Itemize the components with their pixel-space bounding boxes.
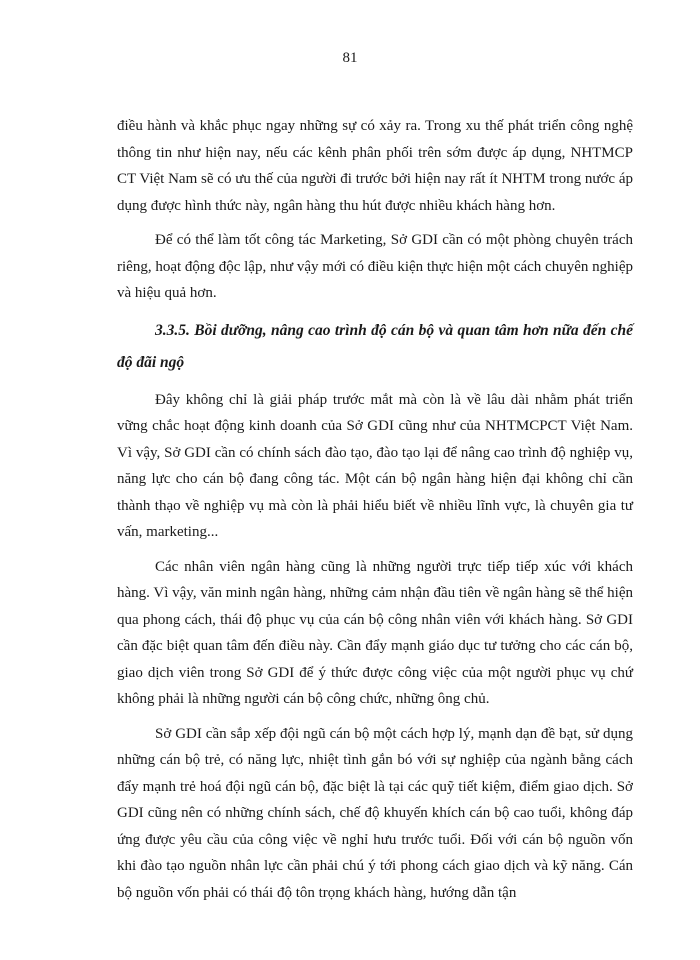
section-heading: 3.3.5. Bồi dưỡng, nâng cao trình độ cán bộ và quan tâm hơn nữa đến chế độ đãi ngộ <box>117 321 633 371</box>
body-text <box>117 113 633 914</box>
paragraph-marketing: Để có thể làm tốt công tác Marketing, Sở GDI cần có một phòng chuyên trách riêng, hoạt động độc lập, như vậy mới có điều kiện thực hiện một cách chuyên nghiệp và hiệu quả hơn. <box>117 232 633 301</box>
paragraph-staff-attitude: Các nhân viên ngân hàng cũng là những người trực tiếp tiếp xúc với khách hàng. Vì vậy, văn minh ngân hàng, những cảm nhận đầu tiên về ngân hàng sẽ thể hiện qua phong cách, thái độ phục vụ của cán bộ công nhân viên với khách hàng. Sở GDI cần đặc biệt quan tâm đến điều này. Cần đẩy mạnh giáo dục tư tưởng cho các cán bộ, giao dịch viên trong Sở GDI để ý thức được công việc của một người phục vụ chứ không phải là những người cán bộ công chức, những ông chủ. <box>117 558 633 707</box>
paragraph-continuation: điều hành và khắc phục ngay những sự có xảy ra. Trong xu thế phát triển công nghệ thông tin như hiện nay, nếu các kênh phân phối trên sớm được áp dụng, NHTMCP CT Việt Nam sẽ có ưu thế của người đi trước bởi hiện nay rất ít NHTM trong nước áp dụng được hình thức này, ngân hàng thu hút được nhiều khách hàng hơn. <box>117 118 633 214</box>
paragraph-training: Đây không chỉ là giải pháp trước mắt mà còn là về lâu dài nhằm phát triển vững chắc hoạt động kinh doanh của Sở GDI cũng như của NHTMCPCT Việt Nam. Vì vậy, Sở GDI cần có chính sách đào tạo, đào tạo lại để nâng cao trình độ nghiệp vụ, năng lực cho cán bộ đang công tác. Một cán bộ ngân hàng hiện đại không chỉ cần thành thạo về nghiệp vụ mà còn là phải hiểu biết về nhiều lĩnh vực, là chuyên gia tư vấn, marketing... <box>117 391 633 540</box>
page-number: 81 <box>342 50 358 66</box>
paragraph-staff-arrangement: Sở GDI cần sắp xếp đội ngũ cán bộ một cách hợp lý, mạnh dạn đề bạt, sử dụng những cán bộ trẻ, có năng lực, nhiệt tình gắn bó với sự nghiệp của ngành bằng cách đẩy mạnh trẻ hoá đội ngũ cán bộ, đặc biệt là tại các quỹ tiết kiệm, điểm giao dịch. Sở GDI cũng nên có những chính sách, chế độ khuyến khích cán bộ cao tuổi, không đáp ứng được yêu cầu của công việc về nghỉ hưu trước tuổi. Đối với cán bộ nguồn vốn khi đào tạo nguồn nhân lực cần phải chú ý tới phong cách giao dịch và kỹ năng. Cán bộ nguồn vốn phải có thái độ tôn trọng khách hàng, hướng dẫn tận <box>117 725 633 901</box>
